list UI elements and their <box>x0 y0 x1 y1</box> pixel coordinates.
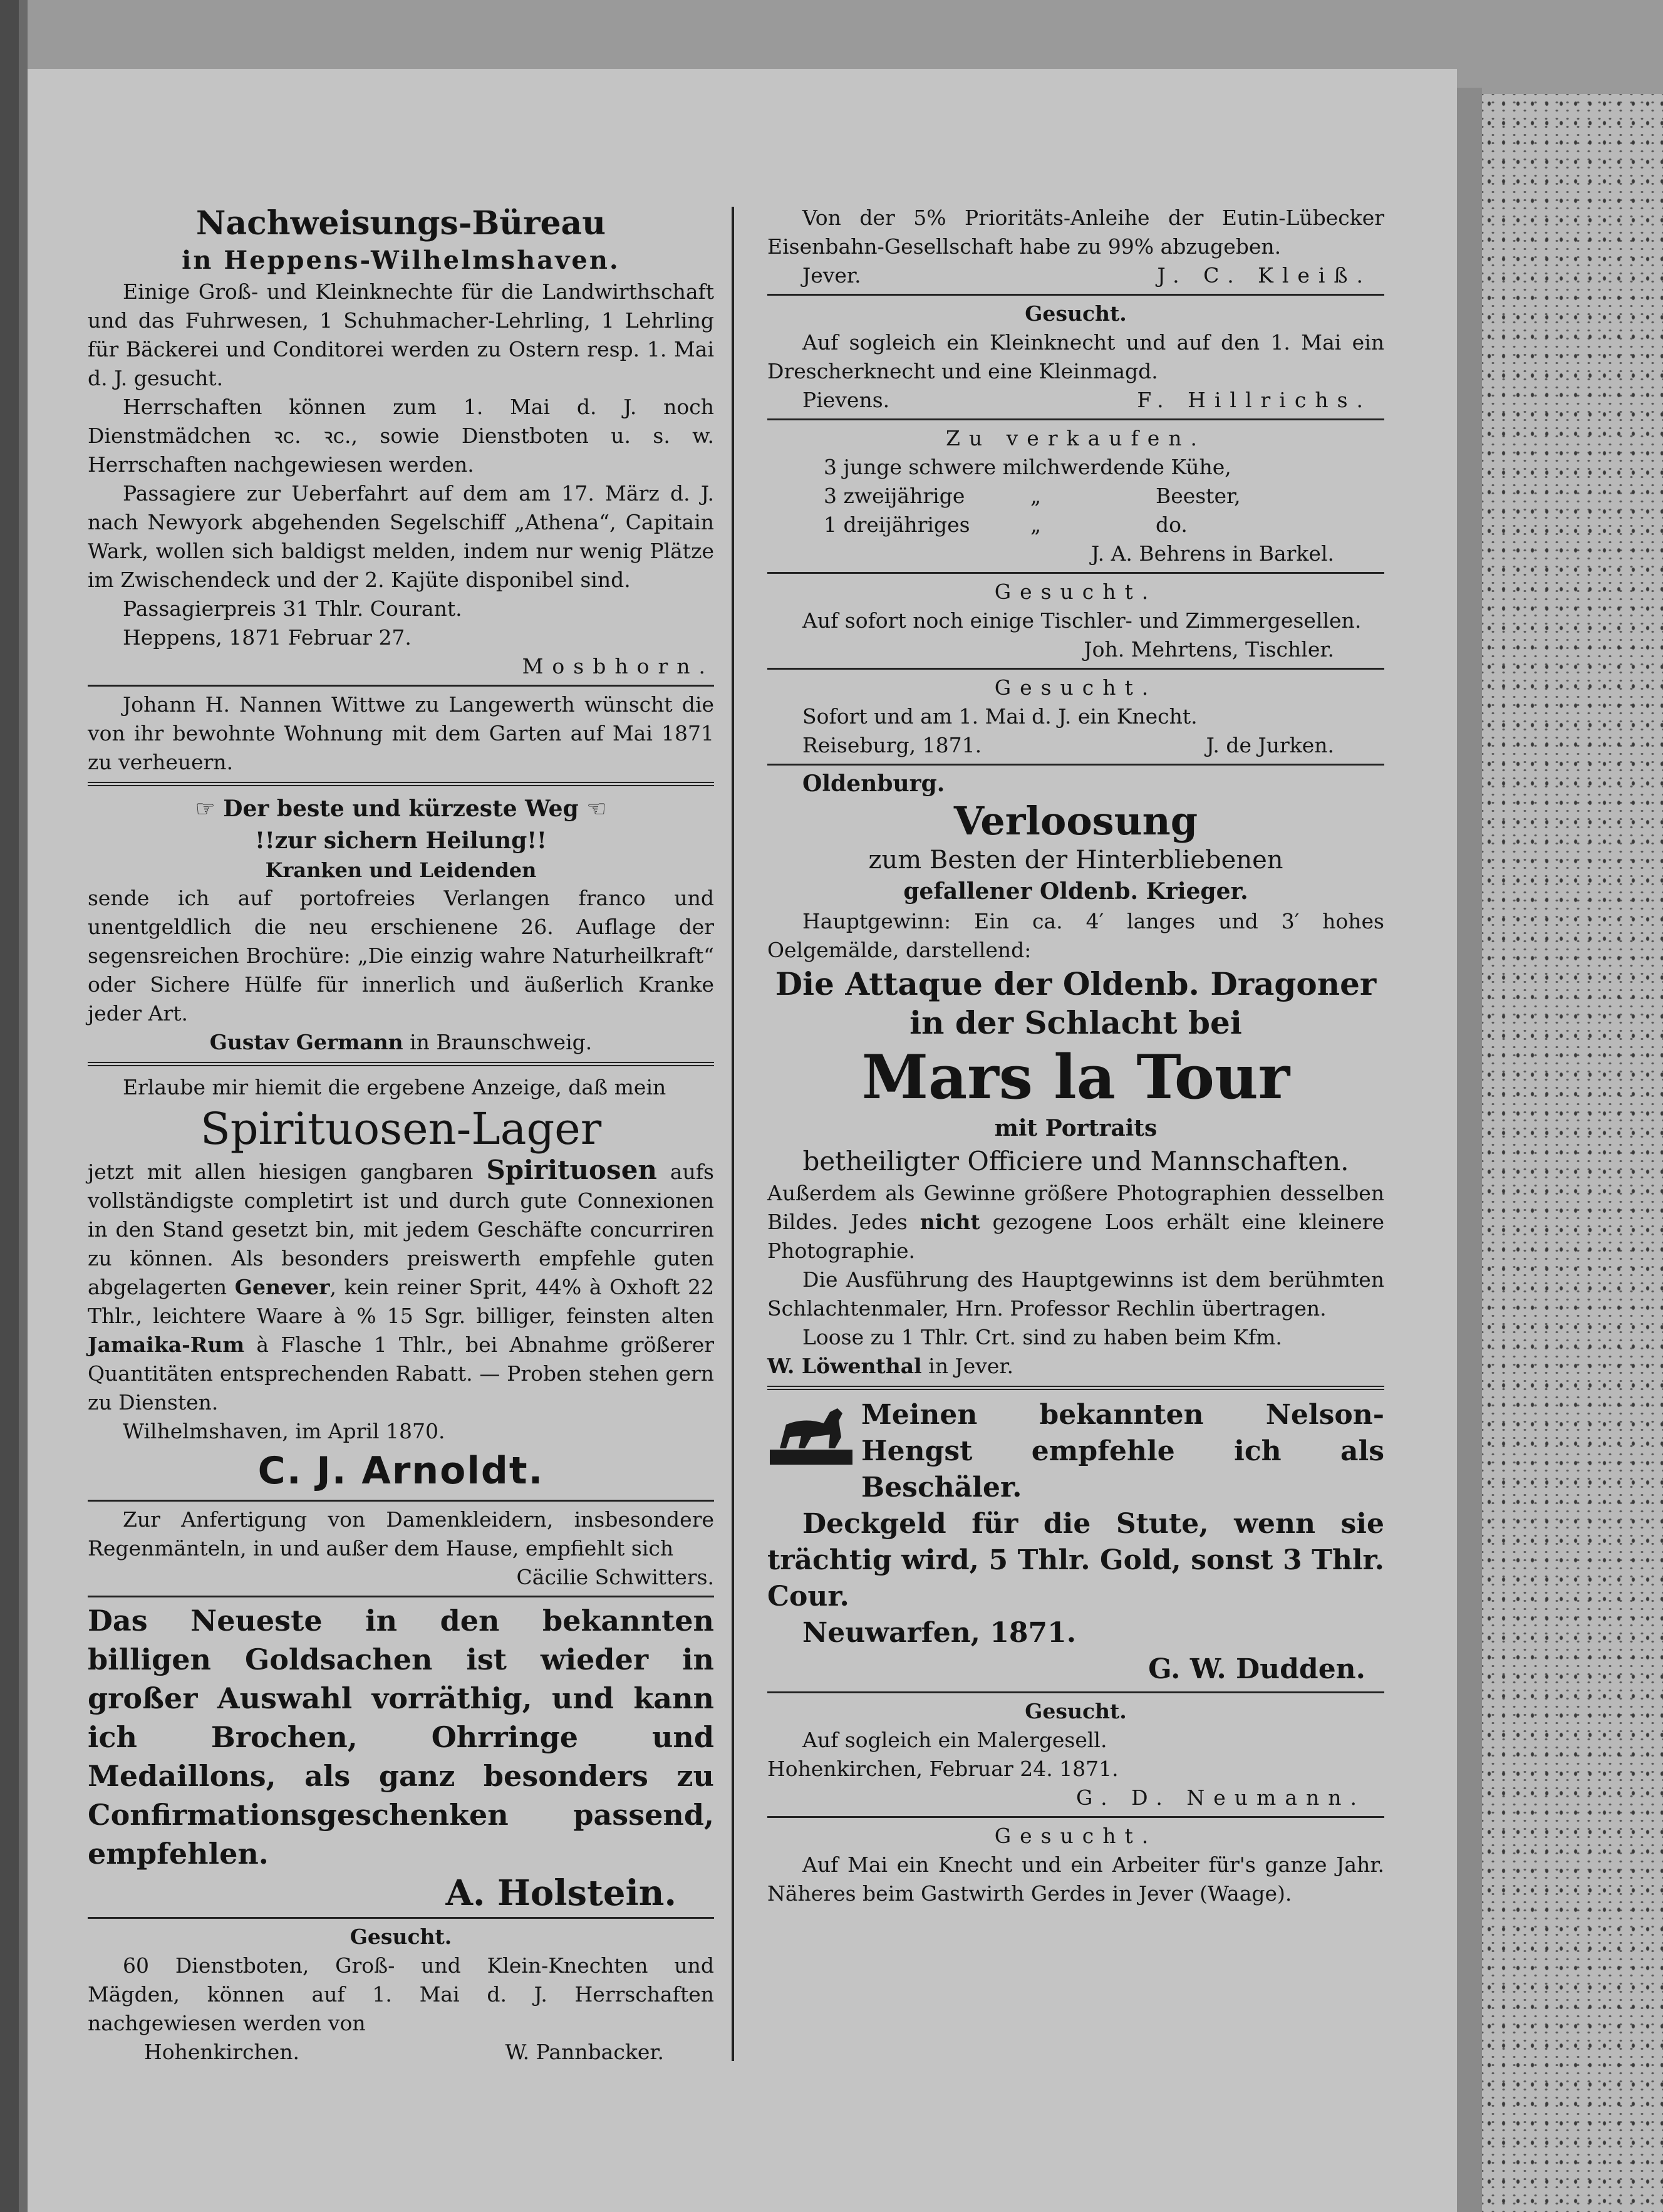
ad-text: Passagierpreis 31 Thlr. Courant. <box>123 596 462 621</box>
text-run: Spirituosen <box>486 1155 657 1185</box>
ad-item: 3 junge schwere milchwerdende Kühe, <box>824 455 1231 479</box>
ad-place: Jever. <box>802 263 861 288</box>
ad-verloosung <box>767 769 1384 1381</box>
ad-signature: C. J. Arnoldt. <box>257 1449 544 1493</box>
pointing-hand-icon: ☜ <box>578 796 607 822</box>
ad-text: Auf sogleich ein Malergesell. <box>802 1728 1107 1752</box>
item-text: 1 dreijähriges <box>824 512 970 537</box>
ad-heilung <box>88 793 714 1057</box>
ad-text: Herrschaften können zum 1. Mai d. J. noch Dienstmädchen ꝛc. ꝛc., sowie Dienstboten u. s. w. Herrschaften nachgewiesen werden. <box>88 395 714 477</box>
text-run: Genever <box>234 1275 330 1299</box>
ad-text: Deckgeld für die Stute, wenn sie trächtig wird, 5 Thlr. Gold, sonst 3 Thlr. Cour. <box>767 1508 1384 1612</box>
ad-text: Passagiere zur Ueberfahrt auf dem am 17. März d. J. nach Newyork abgehenden Segelschiff „Athena“, Capitain Wark, wollen sich baldigst melden, indem nur wenig Plätze im Zwischendeck und der 2. Kajüte disponibel sind. <box>88 481 714 592</box>
page-edge <box>1457 88 1482 2212</box>
item-text: 3 zweijährige <box>824 484 965 508</box>
divider <box>767 668 1384 670</box>
ad-signature: F. Hillrichs. <box>1137 388 1372 412</box>
ad-signature-row <box>767 261 1384 290</box>
ad-subtitle: in Heppens-Wilhelmshaven. <box>182 246 620 275</box>
ad-text: Johann H. Nannen Wittwe zu Langewerth wünscht die von ihr bewohnte Wohnung mit dem Garten auf Mai 1871 zu verheuern. <box>88 692 714 774</box>
ad-place: Pievens. <box>802 388 890 412</box>
ad-heading: Zu verkaufen. <box>945 426 1206 450</box>
divider <box>767 1691 1384 1693</box>
ad-subtitle: gefallener Oldenb. Krieger. <box>903 878 1248 905</box>
text-run: gezogene Loos erhält eine kleinere Photographie. <box>767 1210 1384 1263</box>
ad-signature: A. Holstein. <box>445 1872 676 1914</box>
ad-jurken <box>767 673 1384 760</box>
divider <box>767 1816 1384 1818</box>
pointing-hand-icon: ☞ <box>195 796 224 822</box>
ad-title: Verloosung <box>953 798 1198 844</box>
ad-signature: G. W. Dudden. <box>1148 1653 1365 1685</box>
ad-headline: !!zur sichern Heilung!! <box>255 828 547 854</box>
ad-signature: Mosbhorn. <box>522 654 714 678</box>
ad-signature: Joh. Mehrtens, Tischler. <box>1084 637 1334 662</box>
horse-icon <box>767 1399 855 1468</box>
divider <box>88 1500 714 1502</box>
ad-signature: W. Pannbacker. <box>505 2040 664 2064</box>
item-text: Beester, <box>1156 484 1241 508</box>
ad-heading: Gesucht. <box>1025 1699 1127 1723</box>
ad-hillrichs <box>767 299 1384 415</box>
divider <box>88 1917 714 1919</box>
book-spine-shadow <box>0 0 19 2212</box>
ditto-mark: „ <box>1030 512 1042 537</box>
right-column <box>767 204 1384 1908</box>
column-rule <box>732 207 734 2061</box>
divider <box>767 1386 1384 1392</box>
headline-text: Der beste und kürzeste Weg <box>223 796 579 822</box>
ad-schwitters <box>88 1505 714 1592</box>
sig-name: Gustav Germann <box>209 1030 403 1054</box>
left-column <box>88 204 714 2067</box>
sig-place: in Braunschweig. <box>403 1030 593 1054</box>
ad-place: Oldenburg. <box>802 771 945 797</box>
ad-dudden <box>767 1397 1384 1688</box>
ad-signature-row <box>767 731 1384 760</box>
ad-heading: Gesucht. <box>994 579 1158 604</box>
text-run: à Flasche 1 Thlr., bei Abnahme größerer Quantitäten entsprechenden Rabatt. — Proben stehen gern zu Diensten. <box>88 1332 714 1415</box>
ad-kleiss <box>767 204 1384 290</box>
divider <box>767 572 1384 574</box>
ad-place: Reiseburg, 1871. <box>802 733 982 757</box>
text-run: jetzt mit allen hiesigen gangbaren <box>88 1160 474 1184</box>
ad-signature <box>88 1028 714 1057</box>
ad-subtitle: zum Besten der Hinterbliebenen <box>868 846 1283 875</box>
ad-headline-large: Mars la Tour <box>861 1042 1290 1113</box>
ad-place: Neuwarfen, 1871. <box>802 1617 1077 1649</box>
text-run: in Jever. <box>921 1354 1014 1378</box>
ad-text: Die Ausführung des Hauptgewinns ist dem berühmten Schlachtenmaler, Hrn. Professor Rechlin übertragen. <box>767 1267 1384 1321</box>
ad-text: Erlaube mir hiemit die ergebene Anzeige, daß mein <box>123 1075 666 1099</box>
ad-signature: Cäcilie Schwitters. <box>516 1565 714 1589</box>
ad-nannen <box>88 690 714 777</box>
ad-pannbacker <box>88 1923 714 2067</box>
ad-headline: Die Attaque der Oldenb. Dragoner in der Schlacht bei <box>775 965 1377 1041</box>
ad-text: Loose zu 1 Thlr. Crt. sind zu haben beim Kfm. <box>802 1325 1282 1349</box>
text-run: Jamaika-Rum <box>88 1332 245 1357</box>
text-run: W. Löwenthal <box>767 1354 922 1378</box>
ad-heading: Gesucht. <box>350 1924 452 1949</box>
ad-heading: Gesucht. <box>1025 301 1127 326</box>
ad-place: Hohenkirchen, Februar 24. 1871. <box>767 1757 1119 1781</box>
ad-behrens <box>767 424 1384 568</box>
ad-text: Auf sofort noch einige Tischler- und Zimmergesellen. <box>802 608 1362 633</box>
ad-text <box>767 1179 1384 1265</box>
ad-text: Das Neueste in den bekannten billigen Goldsachen ist wieder in großer Auswahl vorräthig, und kann ich Brochen, Ohrringe und Medaillons, als ganz besonders zu Confirmationsgeschenken passend, empfehlen. <box>88 1604 714 1871</box>
divider <box>88 1062 714 1068</box>
divider <box>767 764 1384 766</box>
ad-text: Zur Anfertigung von Damenkleidern, insbesondere Regenmänteln, in und außer dem Hause, empfiehlt sich <box>88 1507 714 1560</box>
ad-item <box>767 482 1384 511</box>
ad-place: Hohenkirchen. <box>144 2040 300 2064</box>
divider <box>767 418 1384 420</box>
ad-text: Sofort und am 1. Mai d. J. ein Knecht. <box>802 704 1198 729</box>
ad-text: Hauptgewinn: Ein ca. 4′ langes und 3′ hohes Oelgemälde, darstellend: <box>767 909 1384 962</box>
ad-text: sende ich auf portofreies Verlangen franco und unentgeldlich die neu erschienene 26. Auflage der segensreichen Brochüre: „Die einzig wahre Naturheilkraft“ oder Sichere Hülfe für innerlich und äußerlich Kranke jeder Art. <box>88 886 714 1026</box>
ad-signature: J. A. Behrens in Barkel. <box>1091 541 1334 566</box>
text-run: Außerdem als Gewinne größere Photographien desselben Bildes. Jedes <box>767 1181 1384 1234</box>
divider <box>88 782 714 788</box>
ad-signature-row <box>767 386 1384 415</box>
text-run: aufs vollständigste completirt ist und durch gute Connexionen in den Stand gesetzt bin, mit jedem Geschäfte concurriren zu können. Als besonders preiswerth empfehle guten abgelagerten <box>88 1160 714 1299</box>
ad-nachweisungs-bureau <box>88 204 714 681</box>
ad-date: Wilhelmshaven, im April 1870. <box>123 1419 445 1443</box>
book-gutter <box>19 0 28 2212</box>
ad-signature: J. C. Kleiß. <box>1157 263 1372 288</box>
marbled-edge <box>1482 94 1663 2212</box>
item-text: do. <box>1156 512 1188 537</box>
ad-signature: J. de Jurken. <box>1206 733 1334 757</box>
divider <box>88 685 714 687</box>
ad-text: Einige Groß- und Kleinknechte für die Landwirthschaft und das Fuhrwesen, 1 Schuhmacher-Lehrling, 1 Lehrling für Bäckerei und Conditorei werden zu Ostern resp. 1. Mai d. J. gesucht. <box>88 279 714 390</box>
ad-mehrtens <box>767 578 1384 664</box>
ad-headline <box>88 793 714 825</box>
divider <box>88 1596 714 1597</box>
ad-text: Meinen bekannten Nelson-Hengst empfehle ich als Beschäler. <box>861 1399 1384 1503</box>
ad-signature-row <box>88 2038 714 2067</box>
ditto-mark: „ <box>1030 484 1042 508</box>
horse-ad-block <box>767 1397 1384 1506</box>
ad-title: Nachweisungs-Büreau <box>195 204 606 242</box>
divider <box>767 294 1384 296</box>
ad-subheadline: Kranken und Leidenden <box>265 858 537 882</box>
ad-text: Von der 5% Prioritäts-Anleihe der Eutin-Lübecker Eisenbahn-Gesellschaft habe zu 99% abzugeben. <box>767 205 1384 259</box>
ad-heading: Gesucht. <box>994 675 1158 700</box>
ad-signature: G. D. Neumann. <box>1075 1785 1365 1810</box>
ad-gerdes <box>767 1822 1384 1908</box>
text-run: nicht <box>920 1210 980 1234</box>
ad-subtitle: mit Portraits <box>994 1115 1158 1141</box>
ad-text: Auf sogleich ein Kleinknecht und auf den 1. Mai ein Drescherknecht und eine Kleinmagd. <box>767 330 1384 383</box>
ad-title: Spirituosen-Lager <box>200 1103 602 1155</box>
ad-neumann <box>767 1697 1384 1812</box>
ad-text: Auf Mai ein Knecht und ein Arbeiter für's ganze Jahr. Näheres beim Gastwirth Gerdes in Jever (Waage). <box>767 1852 1384 1906</box>
text-run: , kein reiner Sprit, 44% à Oxhoft 22 Thlr., leichtere Waare à % 15 Sgr. billiger, feinsten alten <box>88 1275 714 1328</box>
ad-subtitle: betheiligter Officiere und Mannschaften. <box>802 1146 1349 1176</box>
ad-heading: Gesucht. <box>994 1824 1158 1848</box>
ad-item <box>767 511 1384 539</box>
ad-text <box>88 1156 714 1417</box>
ad-holstein <box>88 1601 714 1913</box>
ad-text <box>767 1352 1384 1381</box>
ad-date: Heppens, 1871 Februar 27. <box>123 625 412 650</box>
ad-spirituosen <box>88 1073 714 1496</box>
ad-text: 60 Dienstboten, Groß- und Klein-Knechten und Mägden, können auf 1. Mai d. J. Herrschaften nachgewiesen werden von <box>88 1953 714 2035</box>
